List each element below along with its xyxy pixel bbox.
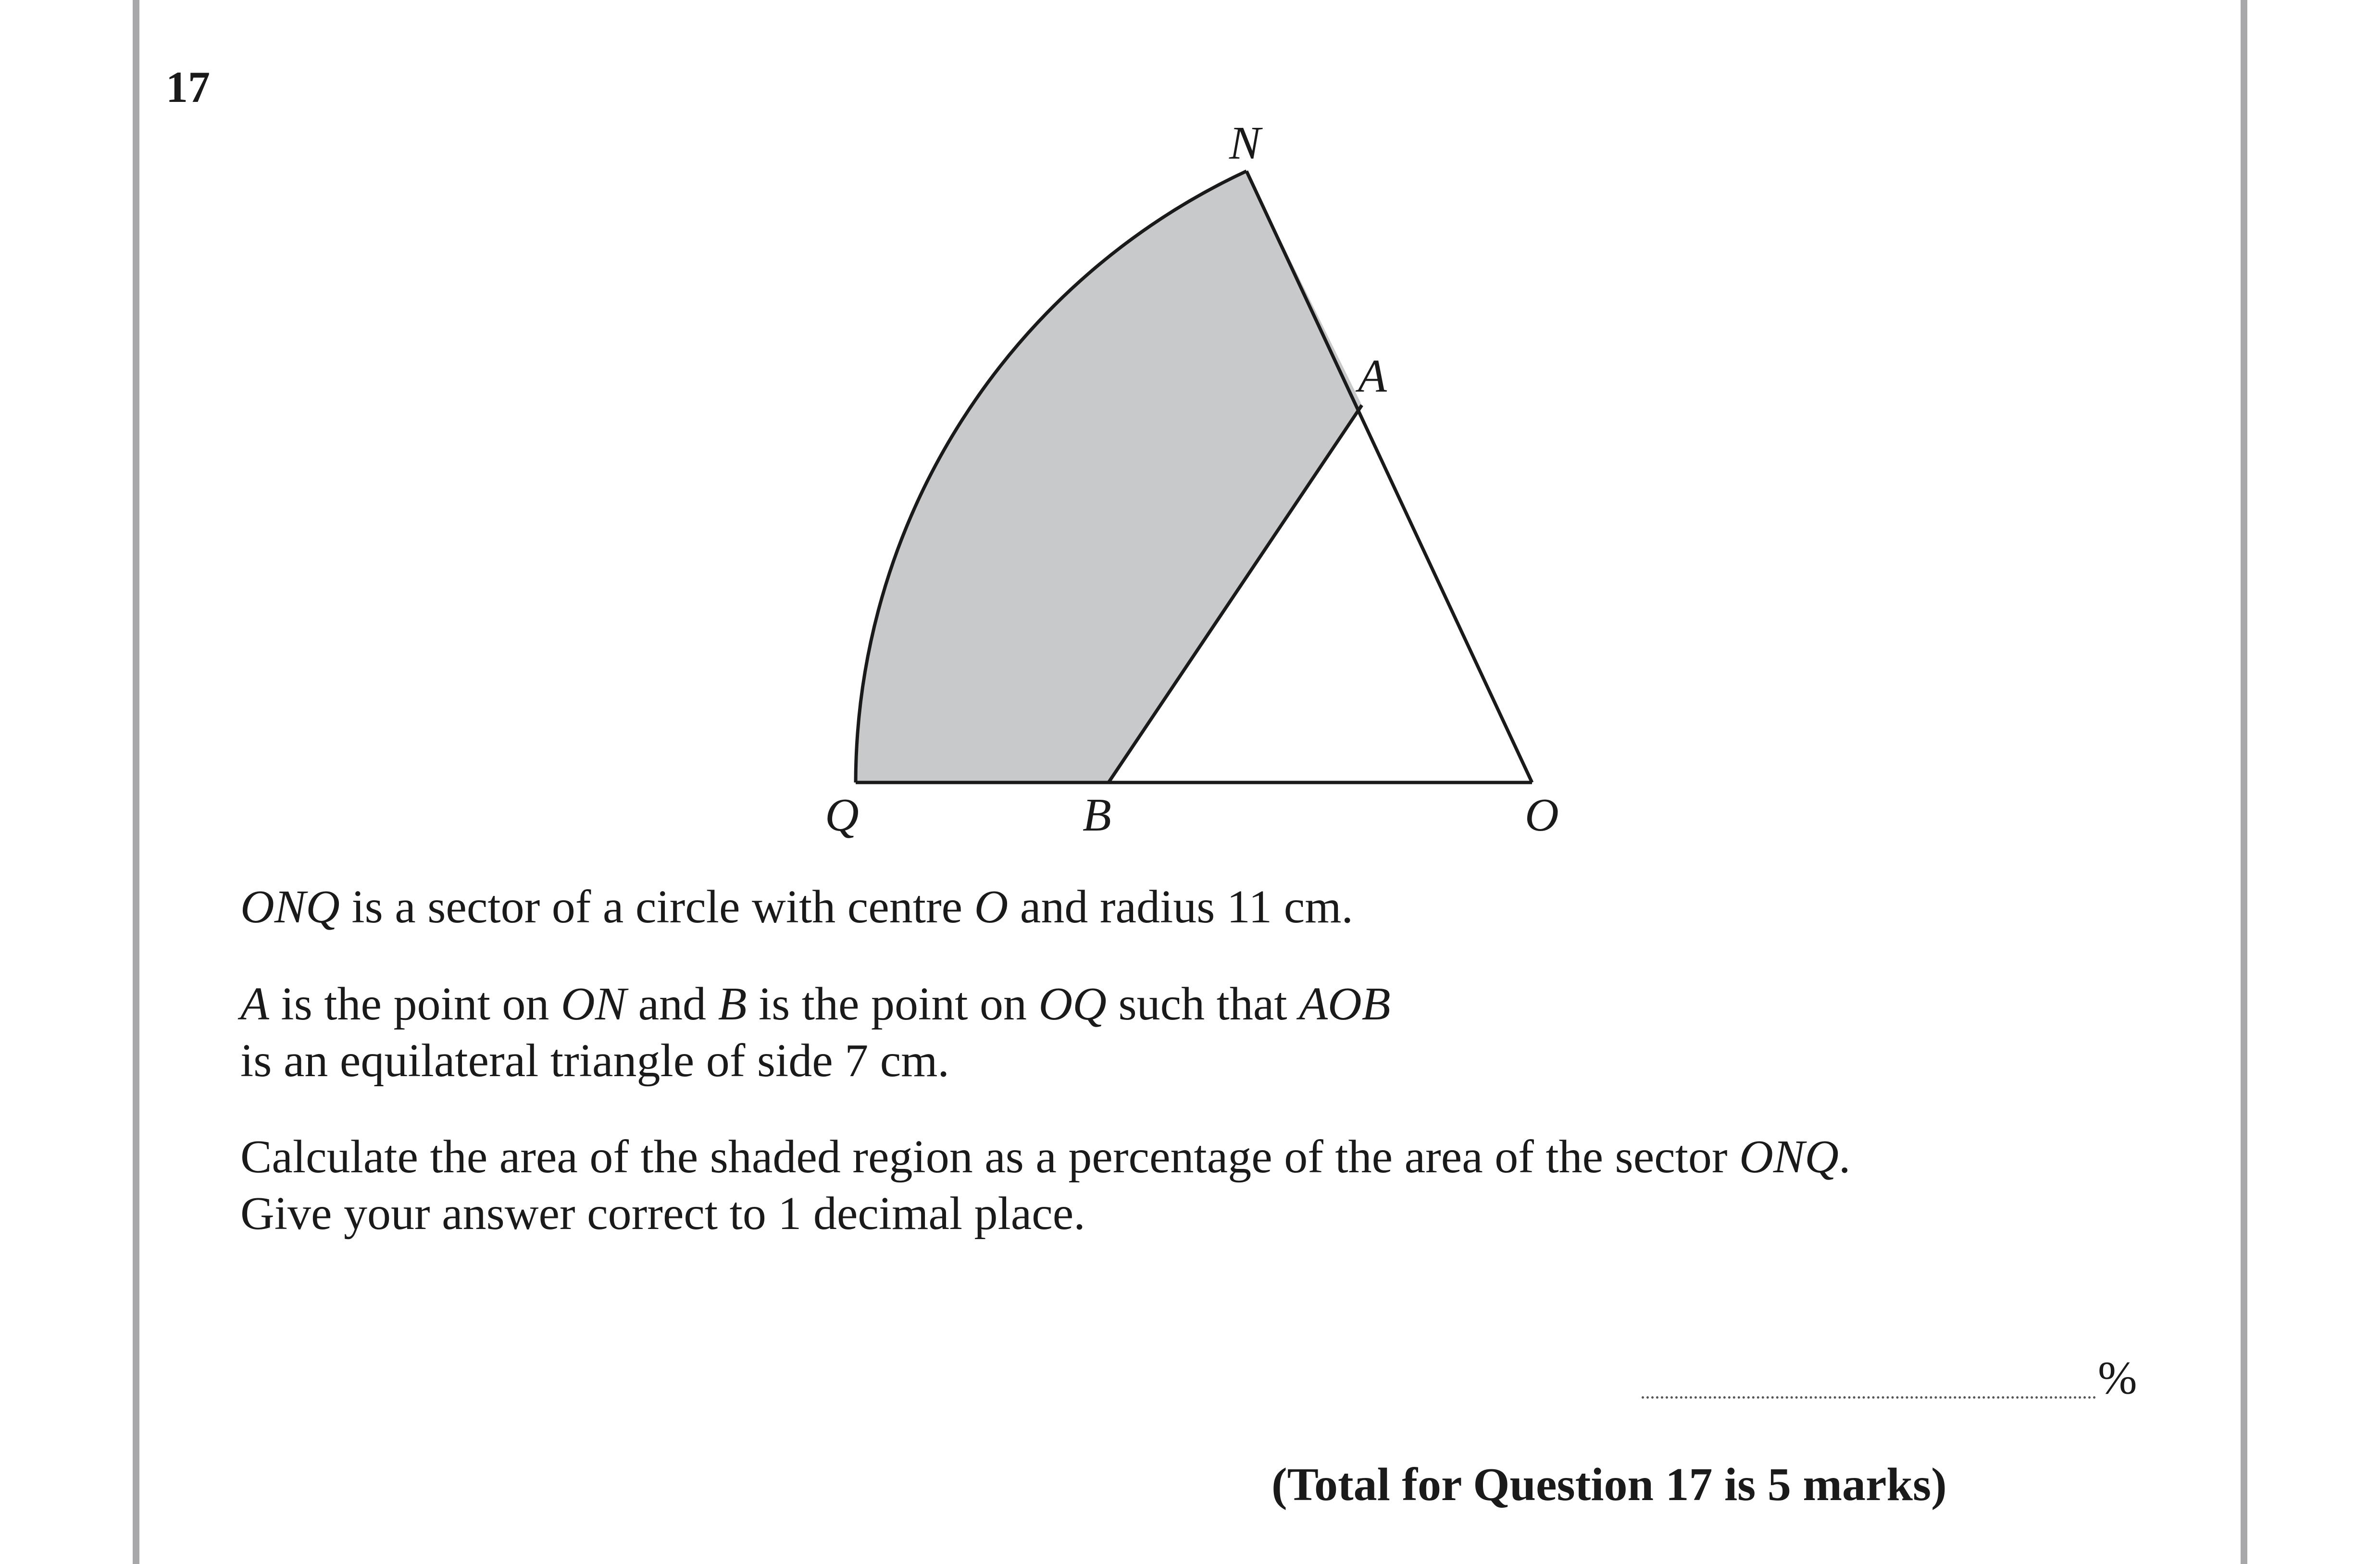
label-a: A [1358,350,1387,402]
triangle-description [240,976,1391,1089]
answer-line[interactable] [1642,1396,2096,1399]
label-b: B [1083,789,1111,841]
label-o: O [1525,789,1559,841]
label-q: Q [825,789,859,841]
task-instructions-line2: Give your answer correct to 1 decimal place. [240,1188,1085,1240]
answer-unit: % [2098,1352,2137,1404]
question-total-marks: (Total for Question 17 is 5 marks) [1271,1459,1947,1511]
question-number: 17 [166,62,210,112]
triangle-description-line1: A is the point on ON and B is the point on OQ such that AOB [240,978,1391,1030]
shaded-region [856,171,1362,782]
sector-description: ONQ is a sector of a circle with centre O and radius 11 cm. [240,881,1353,933]
sector-name: ONQ [240,881,340,933]
label-n: N [1229,117,1261,169]
task-instructions [240,1129,1850,1242]
triangle-description-line2: is an equilateral triangle of side 7 cm. [240,1035,949,1087]
task-instructions-line1: Calculate the area of the shaded region as a percentage of the area of the sector ONQ. [240,1131,1851,1183]
